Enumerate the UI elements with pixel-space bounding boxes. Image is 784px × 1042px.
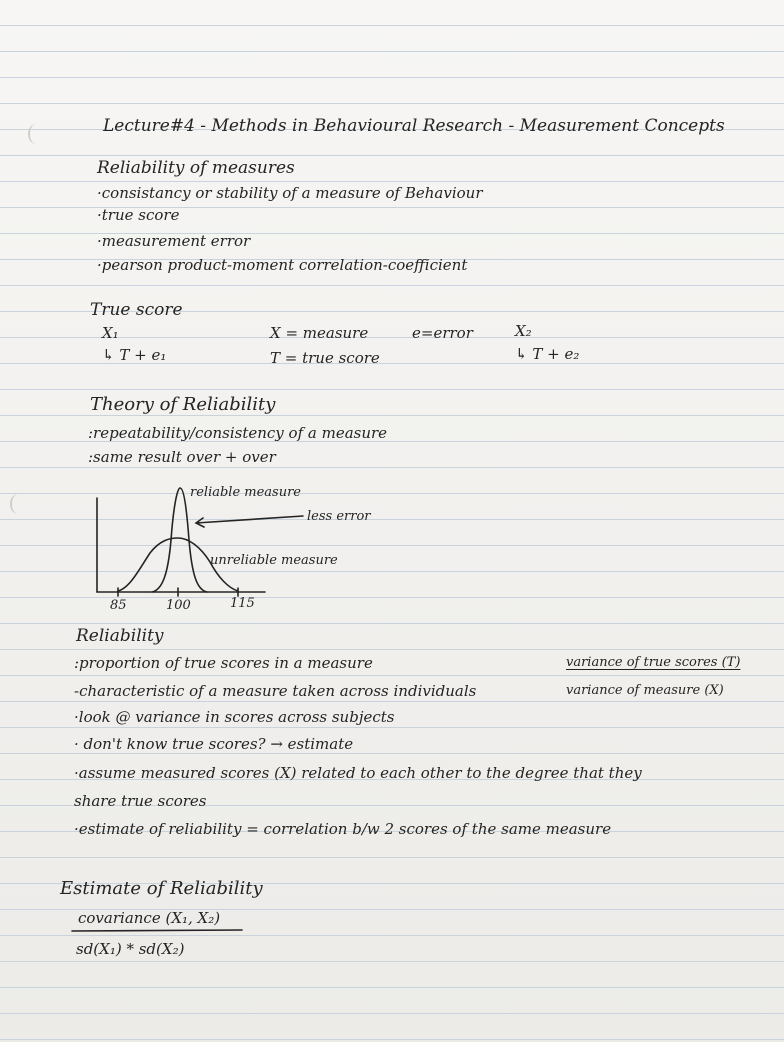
page-title: Lecture#4 - Methods in Behavioural Research - Measurement Concepts (103, 116, 725, 136)
heading-theory-of-reliability: Theory of Reliability (90, 394, 276, 415)
fraction-denominator: variance of measure (X) (566, 683, 724, 698)
label-reliable-measure: reliable measure (190, 485, 302, 500)
list-item: ·estimate of reliability = correlation b/w 2 scores of the same measure (74, 820, 612, 838)
true-score-x2: X₂ (515, 322, 532, 340)
list-item: ·look @ variance in scores across subjects (74, 708, 395, 726)
list-item: share true scores (74, 792, 207, 810)
list-item: ·consistancy or stability of a measure of Behaviour (97, 184, 483, 202)
list-item: -characteristic of a measure taken across individuals (74, 682, 477, 700)
list-item: ·pearson product-moment correlation-coefficient (97, 256, 468, 274)
list-item: ·true score (97, 206, 180, 224)
list-item: :same result over + over (88, 448, 276, 466)
fraction-numerator: variance of true scores (T) (566, 655, 741, 670)
estimate-denominator: sd(X₁) * sd(X₂) (76, 940, 185, 958)
definition-e: e=error (412, 324, 473, 342)
heading-estimate-of-reliability: Estimate of Reliability (60, 878, 263, 899)
label-unreliable-measure: unreliable measure (210, 553, 338, 568)
estimate-numerator: covariance (X₁, X₂) (78, 909, 221, 927)
heading-reliability-of-measures: Reliability of measures (97, 158, 295, 178)
tick-label-100: 100 (166, 598, 191, 613)
definition-t: T = true score (270, 349, 380, 367)
label-less-error: less error (307, 509, 371, 524)
tick-label-85: 85 (110, 598, 127, 613)
true-score-x1: X₁ (102, 324, 119, 342)
list-item: :proportion of true scores in a measure (74, 654, 373, 672)
list-item: :repeatability/consistency of a measure (88, 424, 388, 442)
list-item: ·assume measured scores (X) related to each other to the degree that they (74, 764, 642, 782)
true-score-x1-formula: ↳ T + e₁ (102, 346, 167, 364)
list-item: · don't know true scores? → estimate (74, 735, 354, 753)
definition-x: X = measure (270, 324, 369, 342)
list-item: ·measurement error (97, 232, 251, 250)
true-score-x2-formula: ↳ T + e₂ (515, 345, 580, 363)
heading-reliability: Reliability (76, 626, 164, 646)
heading-true-score: True score (90, 300, 183, 320)
tick-label-115: 115 (230, 596, 255, 611)
